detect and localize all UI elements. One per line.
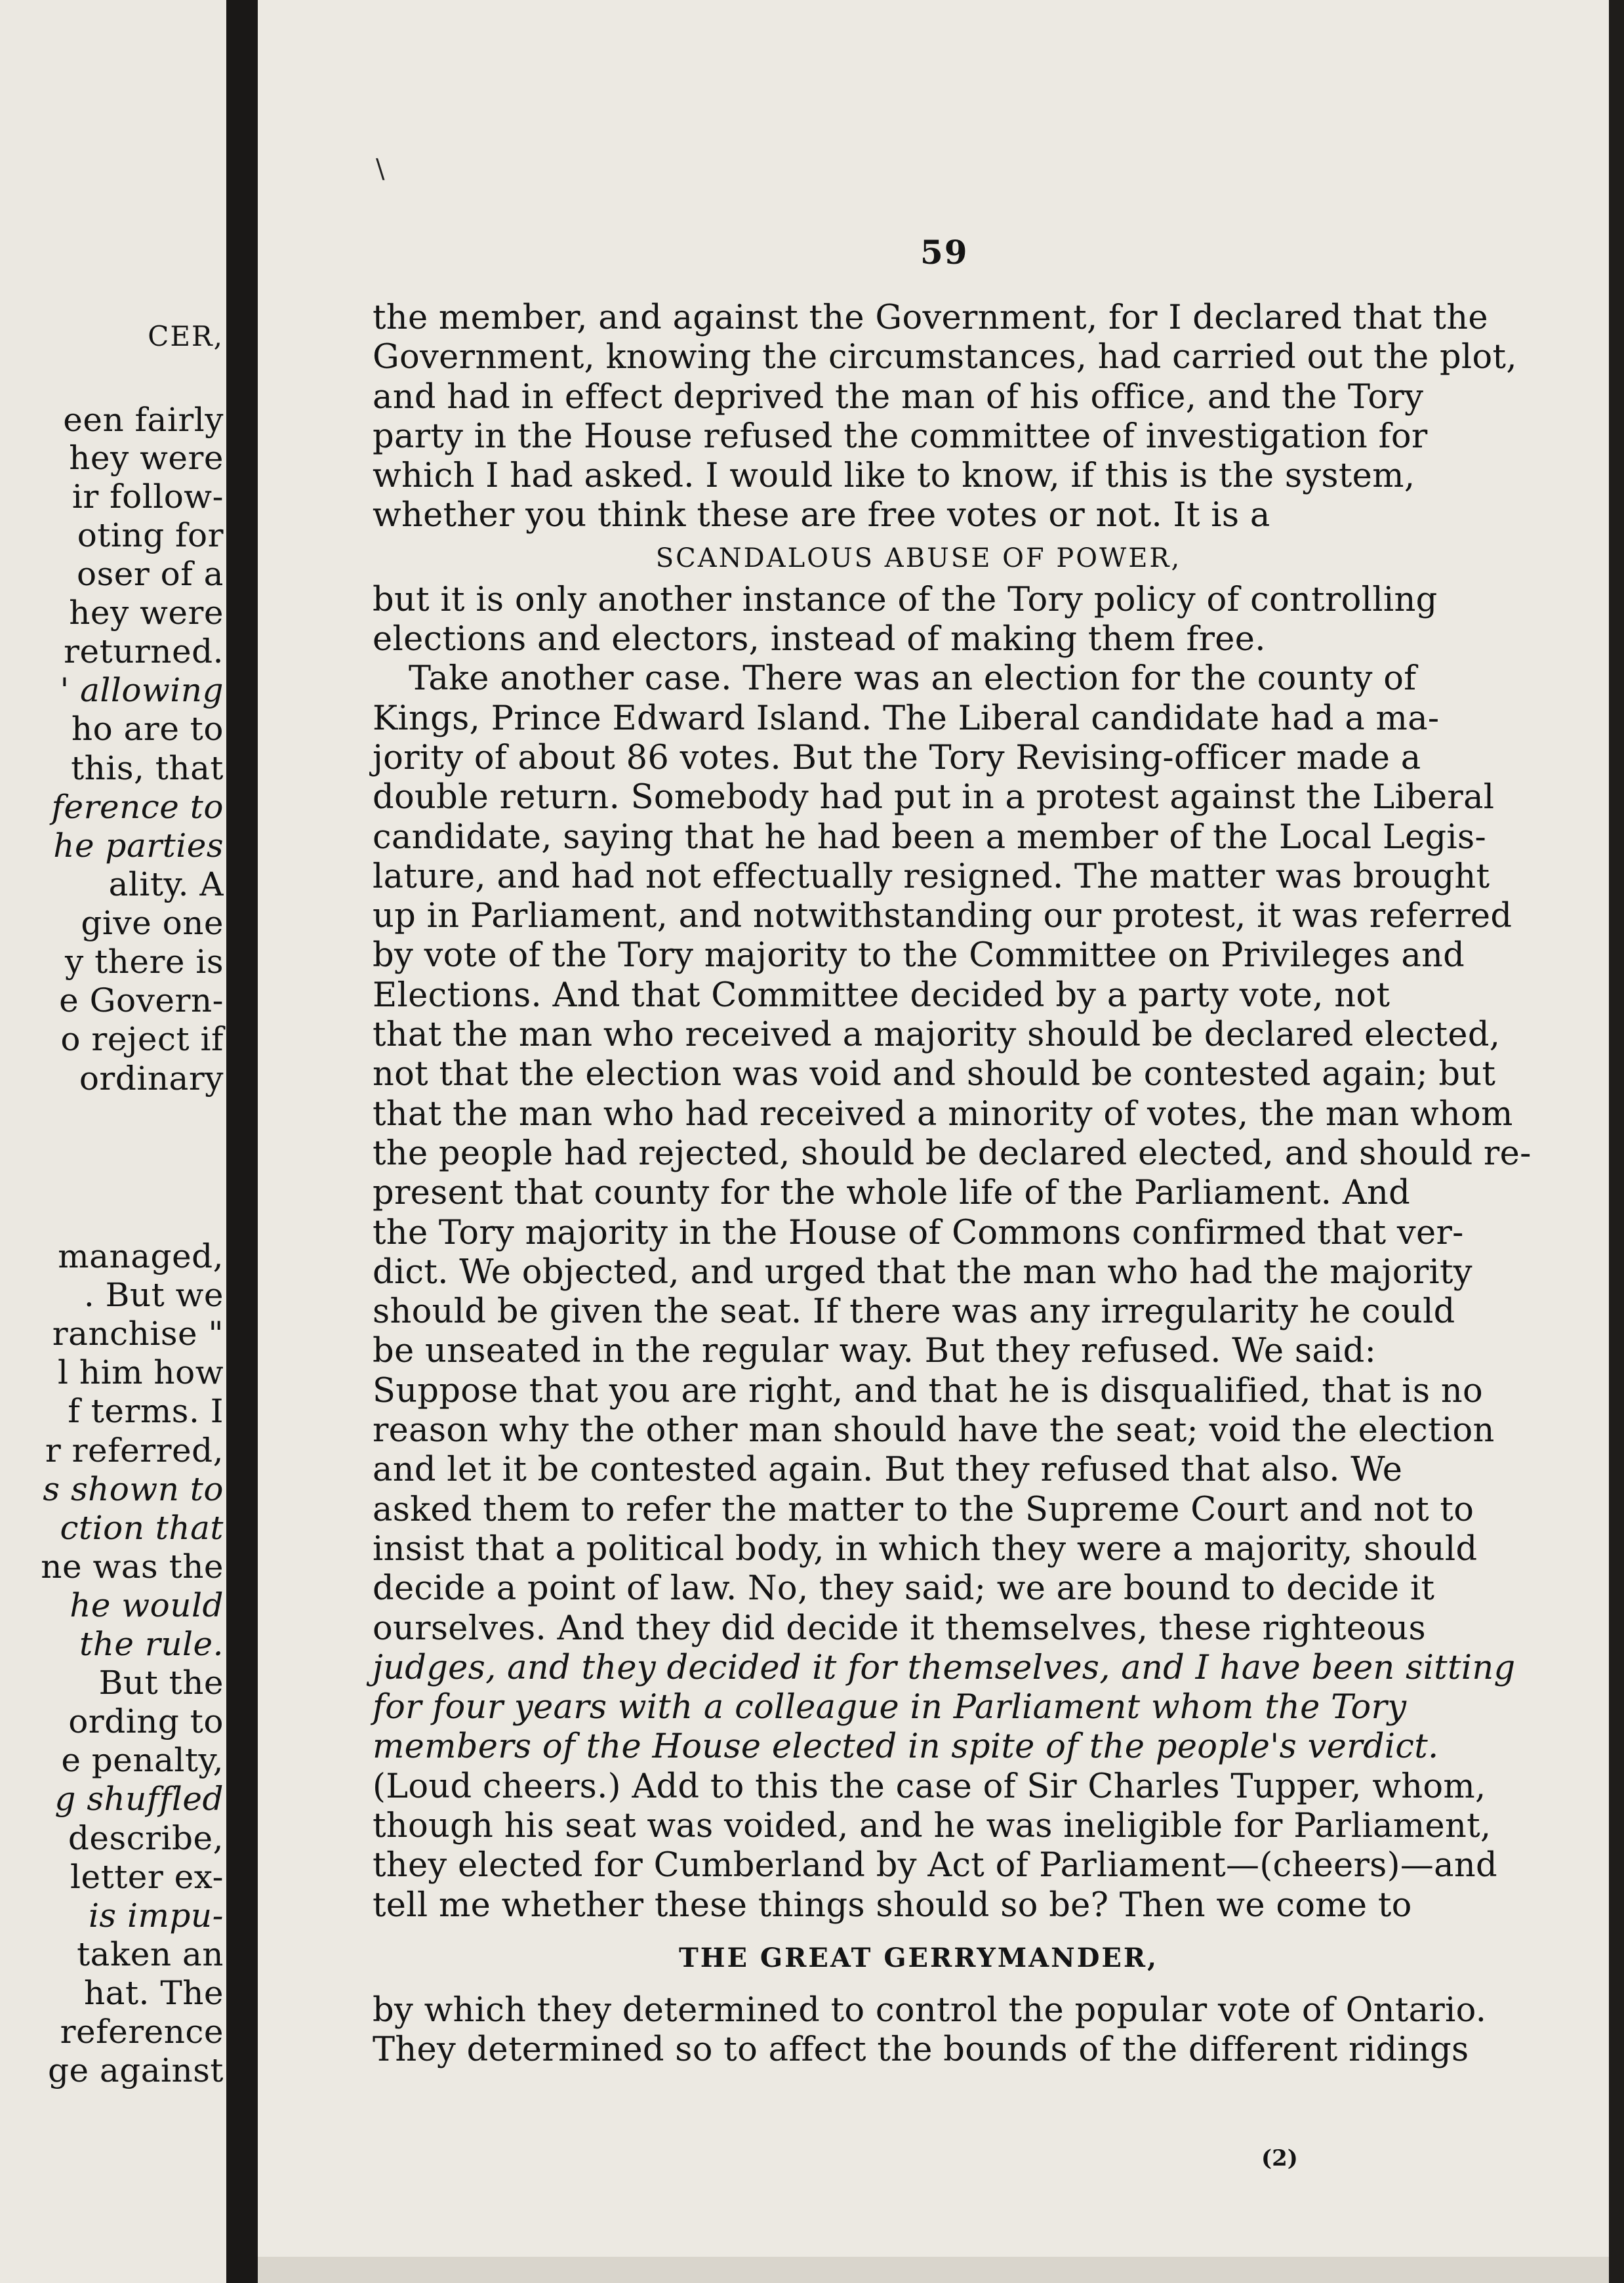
body-line: be unseated in the regular way. But they refused. We said: [373, 1332, 1377, 1371]
body-line: they elected for Cumberland by Act of Parliament—(cheers)—and [373, 1846, 1497, 1885]
facing-page-line: een fairly [63, 401, 224, 439]
facing-page-line: hat. The [83, 1974, 224, 2012]
body-line: that the man who received a majority should be declared elected, [373, 1016, 1501, 1055]
signature-mark: (2) [1261, 2145, 1298, 2171]
body-line: present that county for the whole life of the Parliament. And [373, 1174, 1411, 1213]
facing-page-line: he would [70, 1586, 224, 1624]
body-line: ourselves. And they did decide it themselves, these righteous [373, 1609, 1426, 1648]
body-line: decide a point of law. No, they said; we are bound to decide it [373, 1569, 1435, 1609]
body-line: dict. We objected, and urged that the man who had the majority [373, 1252, 1472, 1292]
body-line-italic: for four years with a colleague in Parliament whom the Tory [373, 1688, 1407, 1727]
body-line: not that the election was void and should be contested again; but [373, 1055, 1496, 1094]
facing-page-line: ction that [60, 1509, 224, 1547]
facing-page-line: the rule. [79, 1625, 224, 1663]
facing-page-line: ge against [47, 2051, 224, 2089]
body-line: lature, and had not effectually resigned. The matter was brought [373, 857, 1490, 896]
body-line: party in the House refused the committee of investigation for [373, 417, 1428, 456]
facing-page-line: e penalty, [61, 1741, 224, 1779]
body-line: that the man who had received a minority of votes, the man whom [373, 1094, 1513, 1134]
facing-page-line: r referred, [45, 1431, 224, 1470]
facing-page-line: give one [81, 904, 224, 942]
body-line: which I had asked. I would like to know, if this is the system, [373, 457, 1415, 496]
book-gutter [226, 0, 258, 2283]
body-line: tell me whether these things should so be? Then we come to [373, 1885, 1412, 1925]
section-heading: THE GREAT GERRYMANDER, [678, 1942, 1159, 1973]
body-line: asked them to refer the matter to the Supreme Court and not to [373, 1490, 1474, 1529]
body-line-italic: judges, and they decided it for themselves, and I have been sitting [373, 1648, 1516, 1687]
facing-page-line: letter ex- [70, 1858, 224, 1896]
page-body [373, 298, 1532, 2070]
section-heading: SCANDALOUS ABUSE OF POWER, [655, 543, 1182, 573]
paragraph-start-line: Take another case. There was an election for the county of [409, 659, 1417, 699]
body-line: They determined so to affect the bounds of the different ridings [373, 2030, 1469, 2070]
facing-page-line: ording to [68, 1702, 224, 1740]
facing-page-line: l him how [58, 1353, 224, 1391]
body-line: the Tory majority in the House of Commons confirmed that ver- [373, 1213, 1464, 1252]
facing-page-line: oting for [77, 516, 224, 554]
facing-page-line: he parties [53, 827, 224, 865]
body-line-italic: members of the House elected in spite of the people's verdict. [373, 1727, 1439, 1767]
facing-page-line: ference to [51, 788, 224, 826]
facing-page-line: hey were [69, 594, 224, 632]
body-line: Kings, Prince Edward Island. The Liberal candidate had a ma- [373, 699, 1440, 738]
page-bottom-edge [258, 2257, 1609, 2283]
facing-page-line: ne was the [41, 1548, 224, 1586]
facing-page-line: But the [98, 1664, 224, 1702]
facing-page-line: o reject if [60, 1020, 224, 1058]
body-line: elections and electors, instead of making them free. [373, 620, 1266, 659]
facing-page-heading-fragment: CER, [148, 320, 224, 352]
stray-mark: \ [376, 154, 385, 184]
facing-page-line: . But we [83, 1276, 224, 1314]
body-line: whether you think these are free votes or not. It is a [373, 496, 1270, 535]
body-line: insist that a political body, in which they were a majority, should [373, 1529, 1478, 1569]
body-line: double return. Somebody had put in a protest against the Liberal [373, 778, 1495, 817]
body-line: Government, knowing the circumstances, had carried out the plot, [373, 338, 1517, 377]
body-line: and had in effect deprived the man of his office, and the Tory [373, 377, 1424, 417]
facing-page-line: s shown to [43, 1470, 224, 1508]
body-line: candidate, saying that he had been a member of the Local Legis- [373, 817, 1487, 857]
body-line: Suppose that you are right, and that he is disqualified, that is no [373, 1371, 1484, 1410]
page-edge-shadow [1609, 0, 1624, 2283]
facing-page-line: ranchise " [52, 1315, 224, 1353]
body-line: by which they determined to control the popular vote of Ontario. [373, 1990, 1487, 2030]
facing-page-line: this, that [71, 749, 224, 787]
body-line: reason why the other man should have the seat; void the election [373, 1411, 1495, 1450]
body-line: the people had rejected, should be declared elected, and should re- [373, 1134, 1532, 1173]
page-number: 59 [920, 233, 969, 272]
body-line: Elections. And that Committee decided by a party vote, not [373, 976, 1391, 1015]
facing-page-line: oser of a [77, 555, 224, 593]
facing-page-line: y there is [64, 943, 224, 981]
body-line: should be given the seat. If there was any irregularity he could [373, 1292, 1455, 1332]
body-line: but it is only another instance of the Tory policy of controlling [373, 580, 1438, 619]
body-line: by vote of the Tory majority to the Committee on Privileges and [373, 936, 1465, 976]
body-line: jority of about 86 votes. But the Tory Revising-officer made a [373, 738, 1421, 777]
facing-page-line: taken an [77, 1935, 224, 1973]
facing-page-line: returned. [64, 632, 224, 670]
facing-page-line: is impu- [88, 1897, 224, 1935]
facing-page-fragment [0, 0, 226, 2283]
facing-page-line: managed, [58, 1237, 224, 1275]
facing-page-line: f terms. I [68, 1392, 224, 1430]
facing-page-line: ality. A [108, 865, 224, 903]
body-line: up in Parliament, and notwithstanding our protest, it was referred [373, 897, 1512, 936]
facing-page-line: ordinary [79, 1059, 224, 1098]
facing-page-line: ' allowing [60, 671, 224, 709]
body-line: (Loud cheers.) Add to this the case of Sir Charles Tupper, whom, [373, 1767, 1486, 1806]
facing-page-line: reference [60, 2013, 224, 2051]
facing-page-line: g shuffled [54, 1780, 224, 1818]
facing-page-line: hey were [69, 439, 224, 477]
facing-page-line: describe, [68, 1819, 224, 1857]
body-line: the member, and against the Government, for I declared that the [373, 298, 1488, 337]
facing-page-line: ir follow- [71, 478, 224, 516]
body-line: and let it be contested again. But they refused that also. We [373, 1450, 1403, 1490]
page-59 [258, 0, 1609, 2257]
body-line: though his seat was voided, and he was ineligible for Parliament, [373, 1806, 1492, 1845]
facing-page-line: e Govern- [59, 981, 224, 1019]
facing-page-line: ho are to [71, 710, 224, 748]
